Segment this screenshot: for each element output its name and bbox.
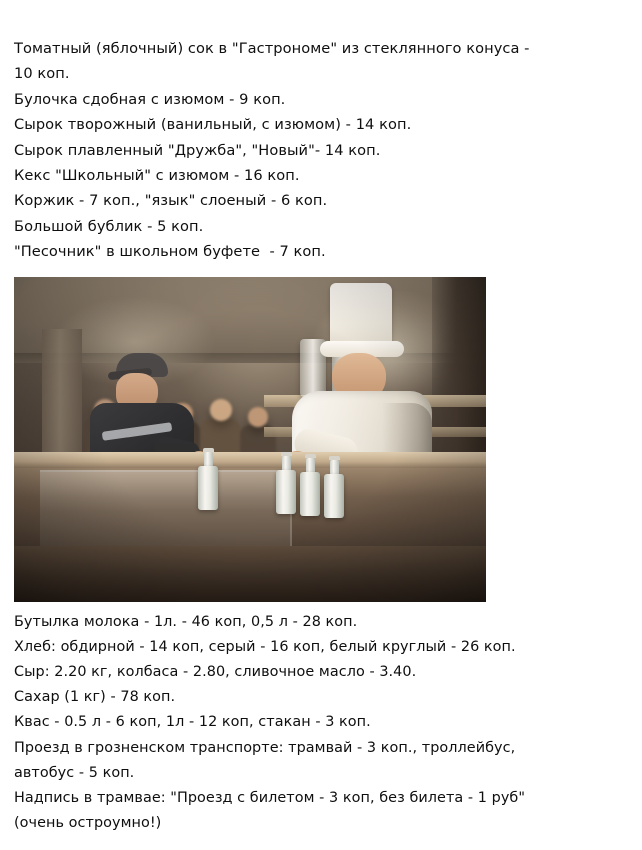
photo-milk-bottle — [300, 454, 320, 516]
price-line: Коржик - 7 коп., "язык" слоеный - 6 коп. — [14, 192, 328, 210]
price-line: Проезд в грозненском транспорте: трамвай - 3 коп., троллейбус, — [14, 739, 516, 756]
photo-counter — [14, 452, 486, 602]
price-line: Сахар (1 кг) - 78 коп. — [14, 689, 176, 706]
photo-canvas — [14, 277, 486, 602]
price-line: Кекс "Школьный" с изюмом - 16 коп. — [14, 167, 300, 185]
photo-milk-bottle — [276, 452, 296, 514]
soviet-dairy-shop-photo — [14, 277, 486, 602]
price-line: Надпись в трамвае: "Проезд с билетом - 3 коп, без билета - 1 руб" — [14, 790, 526, 807]
price-list-bottom — [0, 602, 642, 837]
photo-counter-glass — [40, 470, 292, 550]
price-line: Квас - 0.5 л - 6 коп, 1л - 12 коп, стакан - 3 коп. — [14, 714, 371, 731]
photo-counter-top — [14, 452, 486, 468]
price-line: автобус - 5 коп. — [14, 764, 135, 781]
price-line: Большой бублик - 5 коп. — [14, 217, 204, 235]
price-list-top — [0, 0, 642, 265]
photo-counter-front — [14, 546, 486, 602]
price-line: (очень остроумно!) — [14, 815, 162, 832]
price-line: Булочка сдобная с изюмом - 9 коп. — [14, 90, 286, 108]
price-line: 10 коп. — [14, 65, 70, 83]
price-line: Томатный (яблочный) сок в "Гастрономе" из стеклянного конуса - — [14, 40, 530, 57]
photo-milk-bottle — [324, 456, 344, 518]
price-line: Хлеб: обдирной - 14 коп, серый - 16 коп, белый круглый - 26 коп. — [14, 638, 516, 655]
price-line: Сыр: 2.20 кг, колбаса - 2.80, сливочное масло - 3.40. — [14, 664, 417, 681]
photo-milk-bottle — [198, 448, 218, 510]
price-line: "Песочник" в школьном буфете - 7 коп. — [14, 243, 326, 261]
price-line: Бутылка молока - 1л. - 46 коп, 0,5 л - 28 коп. — [14, 613, 358, 630]
price-line: Сырок творожный (ванильный, с изюмом) - 14 коп. — [14, 116, 412, 134]
price-line: Сырок плавленный "Дружба", "Новый"- 14 коп. — [14, 141, 381, 159]
